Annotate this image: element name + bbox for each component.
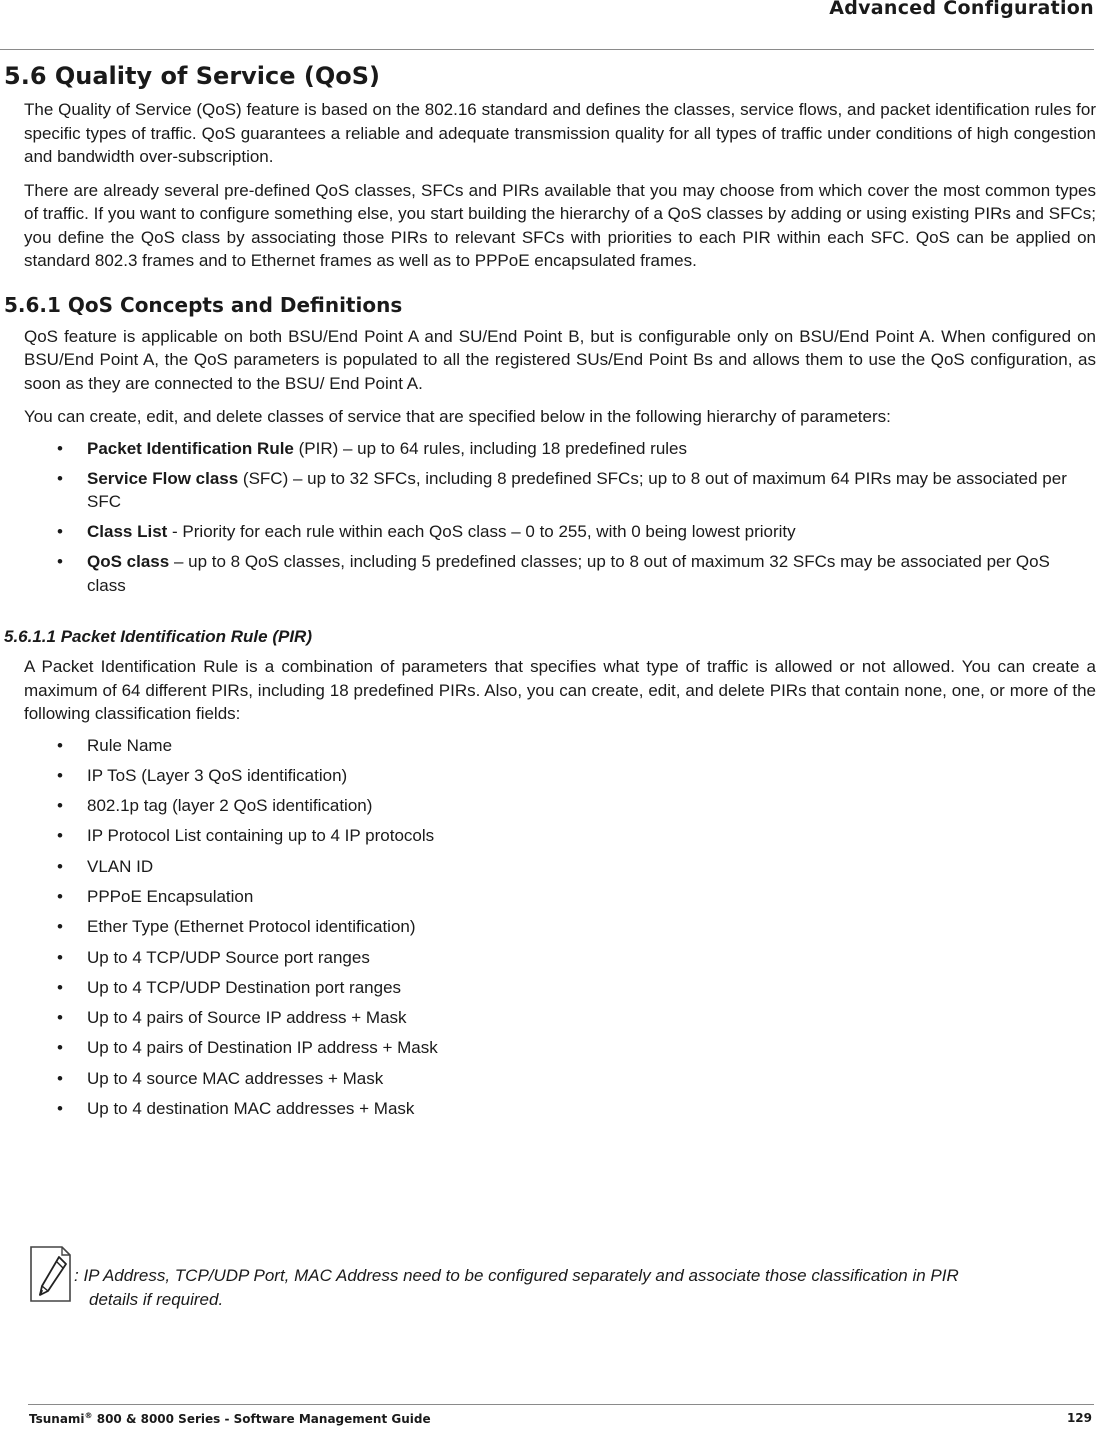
list-item-text: (PIR) – up to 64 rules, including 18 predefined rules <box>293 438 688 458</box>
subsection-paragraph-1: QoS feature is applicable on both BSU/End Point A and SU/End Point B, but is configurable only on BSU/End Point A. When configured on BSU/End Point A, the QoS parameters is populated to all the registered SUs/End Point Bs and allows them to use the QoS configuration, as soon as they are connected to the BSU/ End Point A. <box>24 326 1096 393</box>
bullet-icon: • <box>57 1068 63 1088</box>
running-header-title: Advanced Configuration <box>829 0 1094 19</box>
bullet-icon: • <box>57 917 63 937</box>
note-text <box>74 1264 1074 1311</box>
bullet-icon: • <box>57 826 63 846</box>
list-item <box>0 520 1100 544</box>
note-pencil-icon <box>28 1243 74 1305</box>
list-item-term: Class List <box>87 522 168 541</box>
list-item <box>0 976 1100 1000</box>
list-item <box>0 1036 1100 1060</box>
footer-guide-title <box>29 1411 431 1426</box>
list-item <box>0 1067 1100 1091</box>
footer-registered-mark: ® <box>84 1411 93 1420</box>
list-item <box>0 467 1100 514</box>
section-title: 5.6 Quality of Service (QoS) <box>4 62 381 90</box>
list-item <box>0 437 1100 461</box>
bullet-icon: • <box>57 735 63 755</box>
bullet-icon: • <box>57 468 63 488</box>
field-label: IP Protocol List containing up to 4 IP protocols <box>87 826 435 846</box>
bullet-icon: • <box>57 796 63 816</box>
subsection-title: 5.6.1 QoS Concepts and Definitions <box>4 292 403 317</box>
field-label: Up to 4 TCP/UDP Destination port ranges <box>87 977 402 997</box>
footer-product: Tsunami <box>29 1412 85 1426</box>
subsubsection-title: 5.6.1.1 Packet Identification Rule (PIR) <box>4 627 312 646</box>
bullet-icon: • <box>57 947 63 967</box>
note-line-2: details if required. <box>89 1289 224 1309</box>
list-item <box>0 946 1100 970</box>
list-item-term: Service Flow class <box>87 468 239 488</box>
list-item-term: Packet Identification Rule <box>87 438 294 458</box>
classification-fields-list <box>0 734 1100 1121</box>
bullet-icon: • <box>57 856 63 876</box>
note-block <box>28 1243 1088 1313</box>
list-item <box>0 855 1100 879</box>
list-item <box>0 550 1100 597</box>
list-item-term: QoS class <box>87 552 170 571</box>
field-label: IP ToS (Layer 3 QoS identification) <box>87 765 348 785</box>
bullet-icon: • <box>57 886 63 906</box>
subsection-paragraph-2: You can create, edit, and delete classes of service that are specified below in the following hierarchy of parameters: <box>24 407 891 426</box>
list-item-text: – up to 8 QoS classes, including 5 predefined classes; up to 8 out of maximum 32 SFCs may be associated per QoS class <box>87 552 1050 595</box>
list-item <box>0 1006 1100 1030</box>
page-content <box>0 60 1100 1127</box>
list-item <box>0 885 1100 909</box>
list-item <box>0 824 1100 848</box>
list-item-text: (SFC) – up to 32 SFCs, including 8 predefined SFCs; up to 8 out of maximum 64 PIRs may be associated per SFC <box>87 468 1067 511</box>
field-label: Up to 4 source MAC addresses + Mask <box>87 1068 384 1088</box>
bullet-icon: • <box>57 765 63 785</box>
list-item <box>0 764 1100 788</box>
footer-guide-name: 800 & 8000 Series - Software Management Guide <box>92 1412 431 1426</box>
bullet-icon: • <box>57 1099 63 1119</box>
note-line-1: : IP Address, TCP/UDP Port, MAC Address need to be configured separately and associate those classification in PIR <box>74 1266 959 1285</box>
field-label: Up to 4 destination MAC addresses + Mask <box>87 1099 415 1119</box>
bullet-icon: • <box>57 552 63 571</box>
section-paragraph-2: There are already several pre-defined QoS classes, SFCs and PIRs available that you may choose from which cover the most common types of traffic. If you want to configure something else, you start building the hierarchy of a QoS classes by adding or using existing PIRs and SFCs; you define the QoS class by associating those PIRs to relevant SFCs with priorities to each PIR within each SFC. QoS can be applied on standard 802.3 frames and to Ethernet frames as well as to PPPoE encapsulated frames. <box>24 180 1096 270</box>
header-divider <box>0 49 1094 50</box>
field-label: VLAN ID <box>87 856 154 876</box>
field-label: Ether Type (Ethernet Protocol identification) <box>87 917 416 937</box>
list-item <box>0 915 1100 939</box>
hierarchy-list <box>0 437 1100 598</box>
bullet-icon: • <box>57 438 63 458</box>
field-label: Up to 4 pairs of Source IP address + Mask <box>87 1008 407 1028</box>
list-item <box>0 794 1100 818</box>
field-label: Up to 4 pairs of Destination IP address + Mask <box>87 1038 438 1058</box>
field-label: Up to 4 TCP/UDP Source port ranges <box>87 947 370 967</box>
list-item <box>0 1097 1100 1121</box>
field-label: 802.1p tag (layer 2 QoS identification) <box>87 796 373 816</box>
bullet-icon: • <box>57 522 63 541</box>
bullet-icon: • <box>57 977 63 997</box>
bullet-icon: • <box>57 1038 63 1058</box>
subsubsection-paragraph: A Packet Identification Rule is a combination of parameters that specifies what type of traffic is allowed or not allowed. You can create a maximum of 64 different PIRs, including 18 predefined PIRs. Also, you can create, edit, and delete PIRs that contain none, one, or more of the following classification fields: <box>24 657 1096 723</box>
field-label: Rule Name <box>87 735 173 755</box>
bullet-icon: • <box>57 1008 63 1028</box>
footer-divider <box>28 1404 1094 1405</box>
page-number: 129 <box>1066 1411 1092 1425</box>
section-paragraph-1: The Quality of Service (QoS) feature is based on the 802.16 standard and defines the classes, service flows, and packet identification rules for specific types of traffic. QoS guarantees a reliable and adequate transmission quality for all types of traffic under conditions of high congestion and bandwidth over-subscription. <box>24 100 1096 166</box>
list-item-text: - Priority for each rule within each QoS class – 0 to 255, with 0 being lowest priority <box>167 522 796 541</box>
field-label: PPPoE Encapsulation <box>87 886 254 906</box>
list-item <box>0 734 1100 758</box>
